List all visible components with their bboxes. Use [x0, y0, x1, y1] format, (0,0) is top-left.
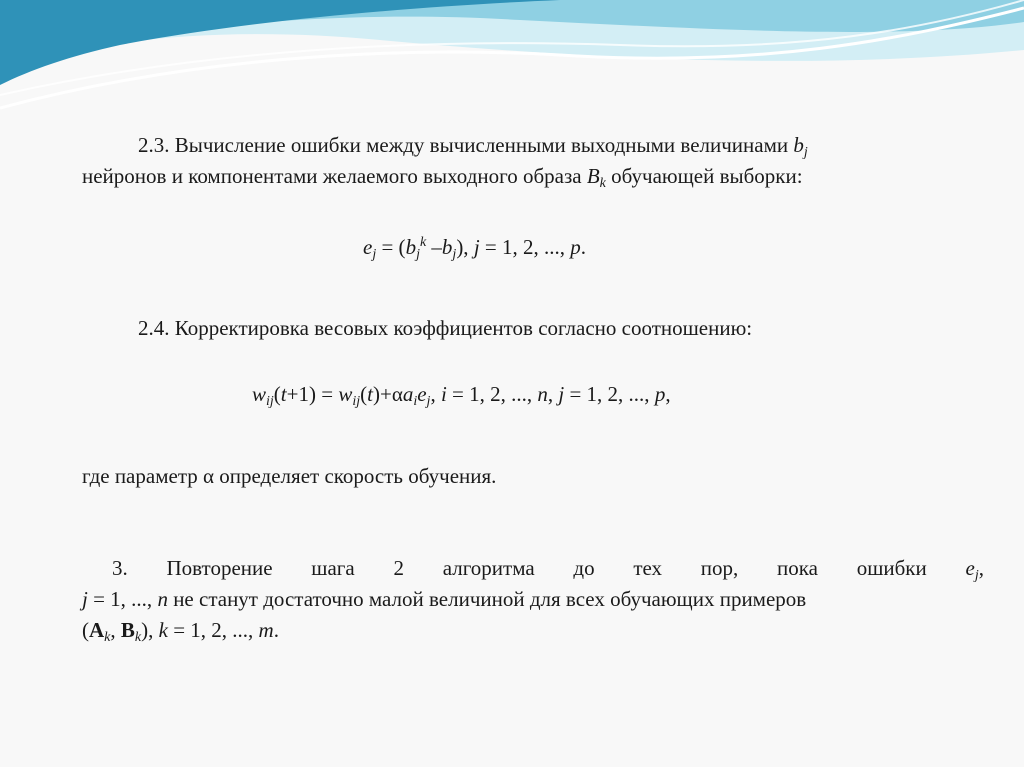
sub-k: k	[599, 176, 606, 191]
paragraph-2-4: 2.4. Корректировка весовых коэффициентов согласно соотношению:	[138, 316, 753, 340]
var-b: b	[793, 133, 804, 157]
equation-error: $e_j = (b_j^k$ $-b_j$), j = 1, 2, ..., p.	[363, 235, 586, 262]
paragraph-alpha: где параметр α определяет скорость обучения.	[82, 464, 497, 488]
paragraph-2-3-line2: нейронов и компонентами желаемого выходного образа $B_k$ обучающей выборки:	[82, 164, 803, 191]
equation-weights: $w_{ij}(t+1) = w_{ij}(t)+\alpha a_ie_j$, i = 1, 2, ..., n, j = 1, 2, ..., p,	[252, 382, 671, 409]
decorative-wave-header	[0, 0, 1024, 120]
paragraph-3-line2: j = 1, ..., n не станут достаточно малой величиной для всех обучающих примеров	[82, 587, 807, 611]
paragraph-3	[82, 553, 984, 646]
var-B: B	[586, 164, 600, 188]
paragraph-2-3-line1: 2.3. Вычисление ошибки между вычисленными выходными величинами $b_j$	[138, 133, 808, 160]
paragraph-2-3	[82, 130, 982, 192]
sub-j: j	[803, 145, 808, 160]
paragraph-3-line3: ($A_k$, $B_k$), k = 1, 2, ..., m.	[82, 618, 279, 645]
paragraph-3-line1: 3. Повторение шага 2 алгоритма до тех пор, пока ошибки $e_j$,	[112, 556, 984, 583]
